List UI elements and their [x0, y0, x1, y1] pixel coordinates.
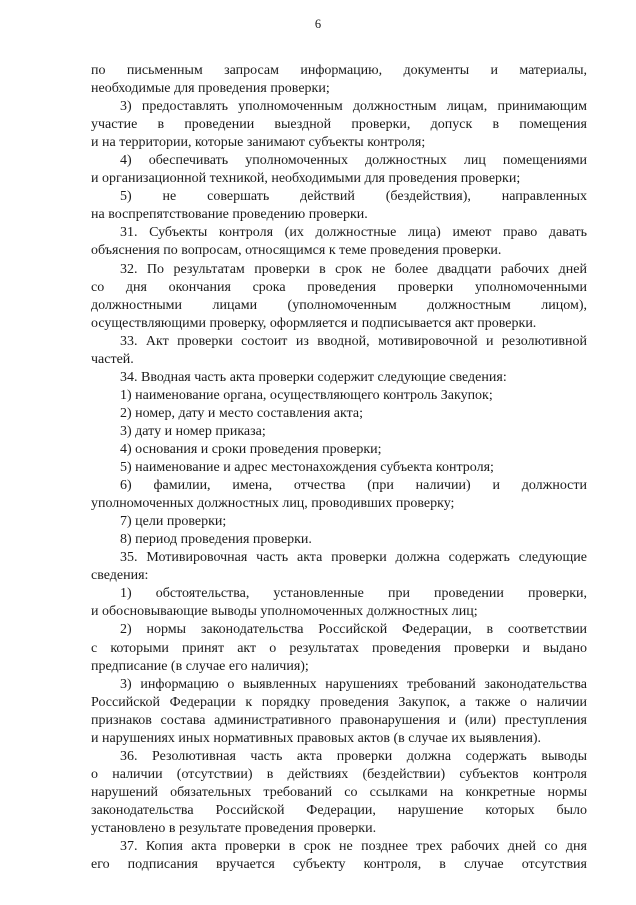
text-line: со дня окончания срока проведения проверки уполномоченными — [91, 279, 587, 295]
text-line: и организационной техникой, необходимыми для проведения проверки; — [91, 171, 521, 187]
text-line: сведения: — [91, 568, 149, 584]
text-line: 6) фамилии, имена, отчества (при наличии) и должности — [120, 478, 587, 494]
text-line: 8) период проведения проверки. — [120, 532, 312, 548]
text-line: признаков состава административного правонарушения и (или) преступления — [91, 712, 587, 728]
text-line: Российской Федерации к порядку проведения Закупок, а также о наличии — [91, 694, 587, 710]
text-line: 2) номер, дату и место составления акта; — [120, 405, 363, 421]
text-line: законодательства Российской Федерации, нарушение которых было — [91, 802, 587, 818]
text-line: 1) наименование органа, осуществляющего контроль Закупок; — [120, 387, 493, 403]
text-line: 4) основания и сроки проведения проверки; — [120, 441, 382, 457]
text-line: 3) дату и номер приказа; — [120, 423, 266, 439]
text-line: 32. По результатам проверки в срок не более двадцати рабочих дней — [120, 261, 587, 277]
text-line: с которыми принят акт о результатах проведения проверки и выдано — [91, 640, 587, 656]
text-line: 3) предоставлять уполномоченным должностным лицам, принимающим — [120, 99, 587, 115]
text-line: по письменным запросам информацию, документы и материалы, — [91, 63, 587, 78]
text-line: нарушений обязательных требований со ссылками на конкретные нормы — [91, 784, 587, 800]
text-line: уполномоченных должностных лиц, проводивших проверку; — [91, 496, 455, 512]
text-line: предписание (в случае его наличия); — [91, 658, 309, 674]
text-line: 36. Резолютивная часть акта проверки должна содержать выводы — [120, 748, 587, 764]
text-line: 31. Субъекты контроля (их должностные лица) имеют право давать — [120, 225, 587, 241]
text-line: необходимые для проведения проверки; — [91, 81, 330, 97]
text-line: 4) обеспечивать уполномоченных должностных лиц помещениями — [120, 153, 587, 169]
text-line: осуществляющими проверку, оформляется и подписывается акт проверки. — [91, 315, 537, 331]
text-line: и обосновывающие выводы уполномоченных должностных лиц; — [91, 604, 478, 620]
text-line: 2) нормы законодательства Российской Федерации, в соответствии — [120, 622, 587, 638]
text-line: 5) не совершать действий (бездействия), направленных — [120, 189, 587, 205]
text-line: 37. Копия акта проверки в срок не позднее трех рабочих дней со дня — [120, 839, 587, 855]
text-line: 3) информацию о выявленных нарушениях требований законодательства — [120, 676, 587, 692]
text-line: 7) цели проверки; — [120, 514, 227, 530]
document-body — [91, 62, 587, 874]
text-line: и нарушениях иных нормативных правовых актов (в случае их выявления). — [91, 730, 542, 746]
text-line: о наличии (отсутствии) в действиях (бездействии) субъектов контроля — [91, 766, 587, 782]
text-line: 33. Акт проверки состоит из вводной, мотивировочной и резолютивной — [120, 333, 587, 349]
text-line: установлено в результате проведения проверки. — [91, 820, 377, 836]
text-line: объяснения по вопросам, относящимся к теме проведения проверки. — [91, 243, 502, 259]
text-line: 5) наименование и адрес местонахождения субъекта контроля; — [120, 460, 494, 476]
text-line: и на территории, которые занимают субъекты контроля; — [91, 135, 426, 151]
page-number: 6 — [314, 17, 322, 31]
text-line: частей. — [91, 351, 134, 367]
text-line: 34. Вводная часть акта проверки содержит следующие сведения: — [120, 369, 507, 385]
text-line: на воспрепятствование проведению проверки. — [91, 207, 368, 223]
text-line: его подписания вручается субъекту контроля, в случае отсутствия — [91, 857, 587, 873]
text-line: 1) обстоятельства, установленные при проведении проверки, — [120, 586, 587, 602]
text-line: 35. Мотивировочная часть акта проверки должна содержать следующие — [120, 550, 587, 566]
text-line: участие в проведении выездной проверки, допуск в помещения — [91, 117, 587, 133]
text-line: должностными лицами (уполномоченным должностным лицом), — [91, 297, 587, 313]
